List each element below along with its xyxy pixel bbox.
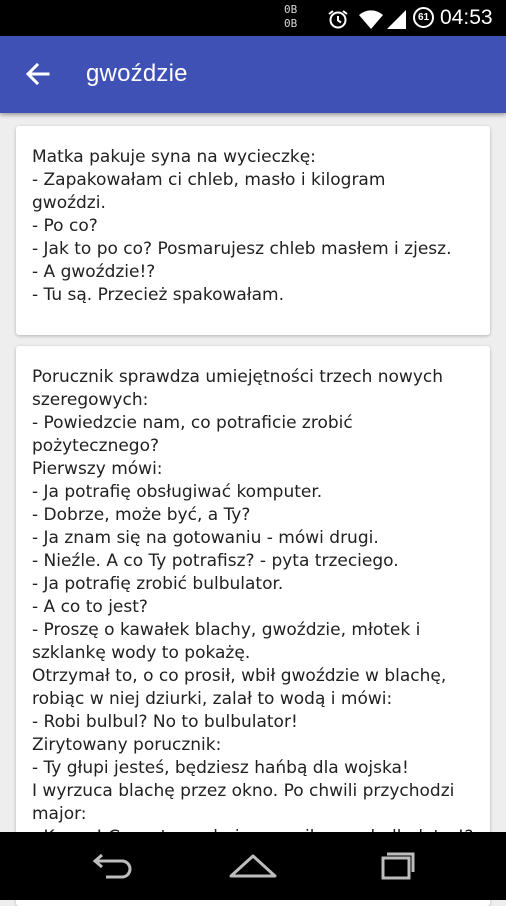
arrow-left-icon <box>18 54 58 94</box>
back-icon <box>82 846 142 886</box>
alarm-icon <box>327 8 349 35</box>
wifi-icon <box>358 8 384 35</box>
net-down: 0B <box>284 17 298 30</box>
battery-icon: 61 <box>413 7 434 28</box>
joke-text: Porucznik sprawdza umiejętności trzech nowych szeregowych: - Powiedzcie nam, co potraficie zrobić pożytecznego? Pierwszy mówi: - Ja potrafię obsługiwać komputer. - Dobrze, może być, a Ty? - Ja znam się na gotowaniu - mówi drugi. - Nieźle. A co Ty potrafisz? - pyta trzeciego. - Ja potrafię zrobić bulbulator. - A co to jest? - Proszę o kawałek blachy, gwoździe, młotek i szklankę wody to pokażę. Otrzymał to, o co prosił, wbił gwoździe w blachę, robiąc w niej dziurki, zalał to wodą i mówi: - Robi bulbul? No to bulbulator! Zirytowany porucznik: - Ty głupi jesteś, będziesz hańbą dla wojska! I wyrzuca blachę przez okno. Po chwili przychodzi major: <box>32 367 455 824</box>
status-bar <box>0 0 506 36</box>
joke-list[interactable] <box>0 113 506 832</box>
recents-icon <box>365 846 425 886</box>
home-icon <box>223 846 283 886</box>
nav-home-button[interactable] <box>223 846 283 886</box>
joke-text: Matka pakuje syna na wycieczkę: - Zapakowałam ci chleb, masło i kilogram gwoździ. - Po co? - Jak to po co? Posmarujesz chleb masłem i zjesz. - A gwoździe!? - Tu są. Przecież spakowałam. <box>32 147 452 305</box>
signal-icon <box>385 8 407 35</box>
joke-card[interactable] <box>16 126 490 335</box>
navigation-bar <box>0 832 506 900</box>
nav-recents-button[interactable] <box>365 846 425 886</box>
clock: 04:53 <box>440 6 493 29</box>
back-button[interactable] <box>18 54 58 94</box>
joke-card[interactable] <box>16 346 490 906</box>
app-bar <box>0 36 506 113</box>
page-title: gwoździe <box>86 60 188 87</box>
nav-back-button[interactable] <box>82 846 142 886</box>
network-speed <box>284 3 297 31</box>
net-up: 0B <box>284 3 298 16</box>
